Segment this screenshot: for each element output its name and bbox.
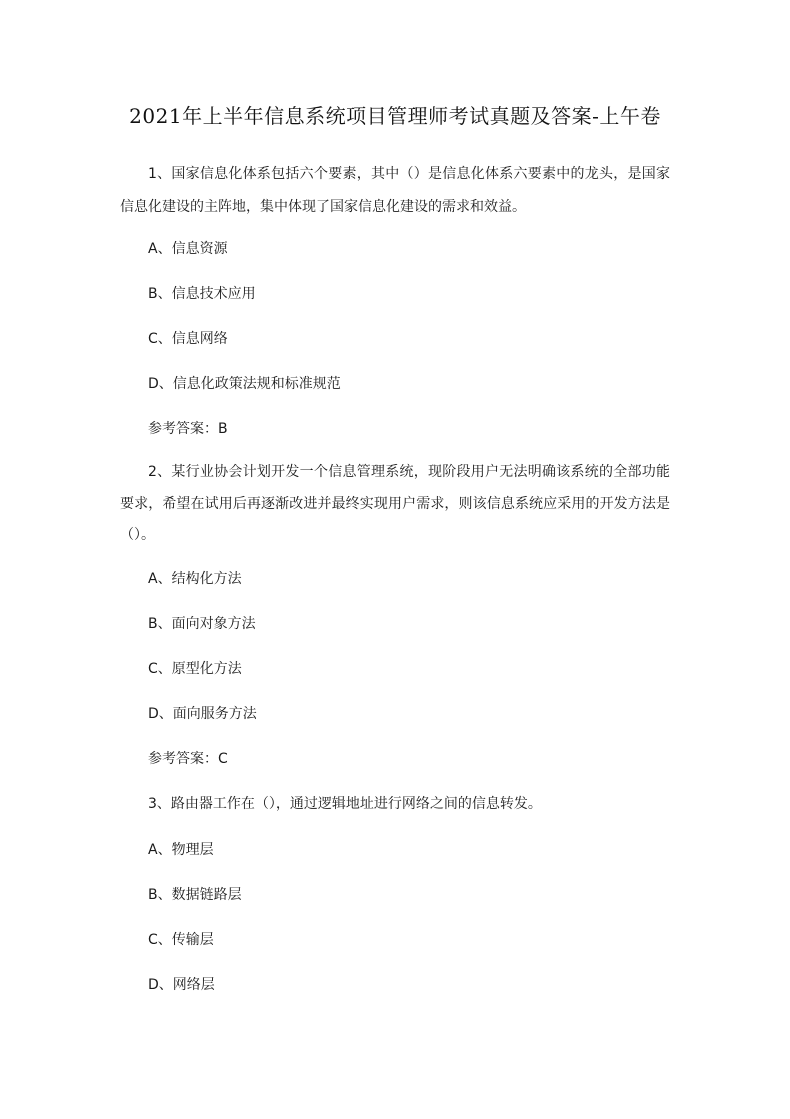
question-2-option-c: C、原型化方法 xyxy=(148,661,242,677)
question-2-stem-line-2: 要求，希望在试用后再逐渐改进并最终实现用户需求，则该信息系统应采用的开发方法是 xyxy=(120,496,670,512)
question-2-answer: 参考答案：C xyxy=(148,751,228,767)
question-1-stem-line-1: 1、国家信息化体系包括六个要素，其中（）是信息化体系六要素中的龙头，是国家 xyxy=(148,166,670,182)
question-3-option-d: D、网络层 xyxy=(148,977,215,993)
question-2-stem-line-1: 2、某行业协会计划开发一个信息管理系统，现阶段用户无法明确该系统的全部功能 xyxy=(148,464,670,480)
question-1-option-c: C、信息网络 xyxy=(148,331,228,347)
question-3-stem-line-1: 3、路由器工作在（），通过逻辑地址进行网络之间的信息转发。 xyxy=(148,796,542,812)
question-1-option-d: D、信息化政策法规和标准规范 xyxy=(148,376,341,392)
question-3-option-a: A、物理层 xyxy=(148,842,214,858)
document-title: 2021年上半年信息系统项目管理师考试真题及答案-上午卷 xyxy=(129,104,661,128)
question-1-stem-line-2: 信息化建设的主阵地，集中体现了国家信息化建设的需求和效益。 xyxy=(120,199,526,215)
question-2-option-d: D、面向服务方法 xyxy=(148,706,257,722)
question-2-stem-line-3: （）。 xyxy=(120,527,155,543)
question-1-option-b: B、信息技术应用 xyxy=(148,286,256,302)
question-2-option-a: A、结构化方法 xyxy=(148,571,242,587)
question-3-option-b: B、数据链路层 xyxy=(148,887,242,903)
question-2-option-b: B、面向对象方法 xyxy=(148,616,256,632)
question-1-answer: 参考答案：B xyxy=(148,421,228,437)
question-1-option-a: A、信息资源 xyxy=(148,241,228,257)
question-3-option-c: C、传输层 xyxy=(148,932,214,948)
